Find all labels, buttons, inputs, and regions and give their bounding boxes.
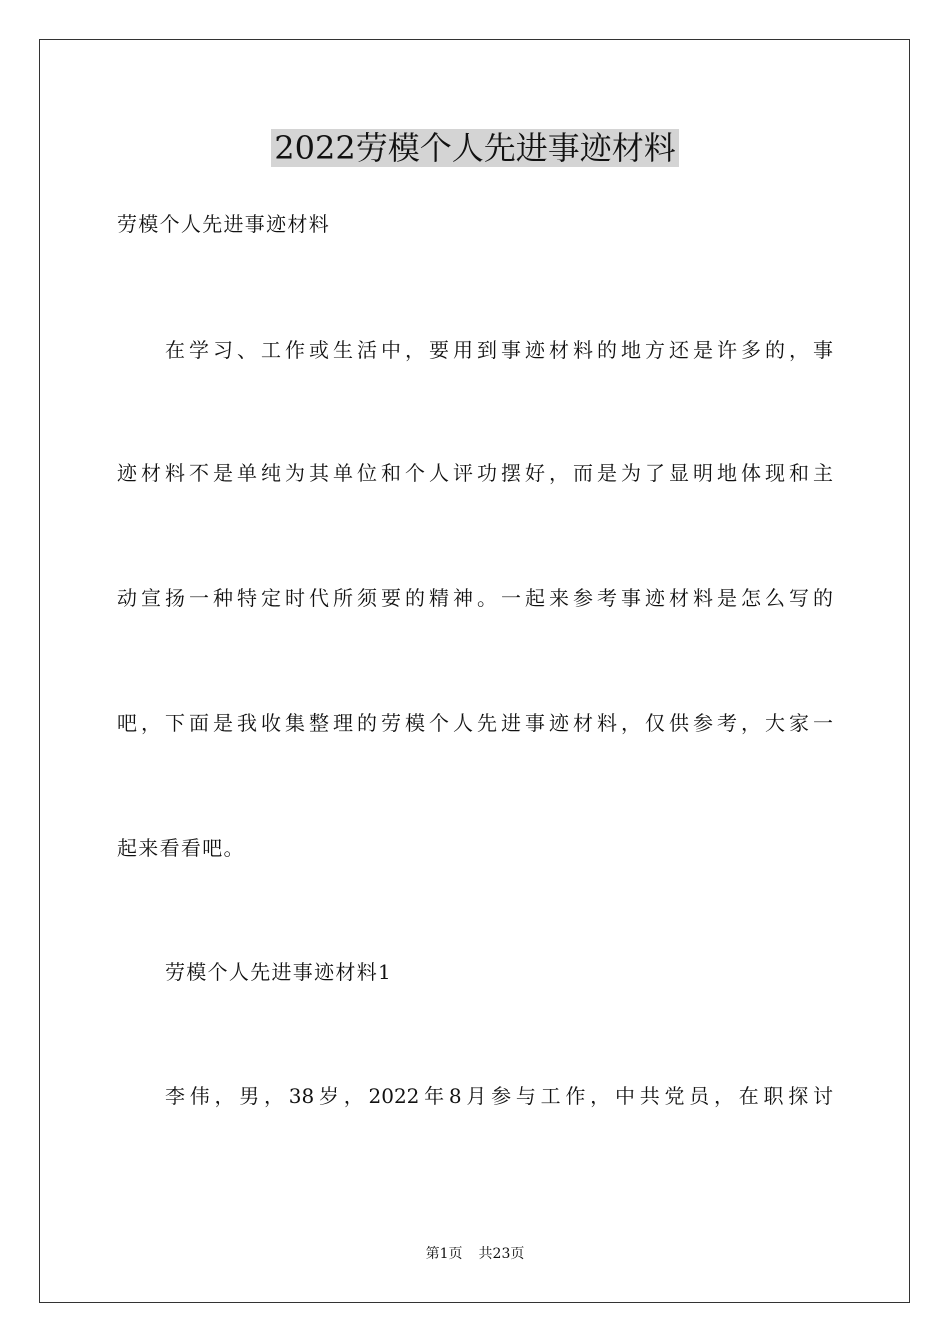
paragraph-line-4: 吧，下面是我收集整理的劳模个人先进事迹材料，仅供参考，大家一 bbox=[117, 711, 833, 735]
section-heading: 劳模个人先进事迹材料1 bbox=[165, 960, 393, 984]
document-subtitle: 劳模个人先进事迹材料 bbox=[117, 212, 330, 236]
paragraph-line-3: 动宣扬一种特定时代所须要的精神。一起来参考事迹材料是怎么写的 bbox=[117, 586, 833, 610]
page-number-total: 共23页 bbox=[478, 1246, 525, 1262]
document-title-text: 2022劳模个人先进事迹材料 bbox=[271, 129, 678, 167]
paragraph-line-5: 起来看看吧。 bbox=[117, 836, 245, 860]
page-number-current: 第1页 bbox=[425, 1246, 463, 1262]
document-title bbox=[0, 126, 950, 170]
page-footer bbox=[0, 1244, 950, 1264]
section-first-line: 李伟，男，38岁，2022年8月参与工作，中共党员，在职探讨 bbox=[165, 1084, 833, 1108]
paragraph-line-2: 迹材料不是单纯为其单位和个人评功摆好，而是为了显明地体现和主 bbox=[117, 461, 833, 485]
paragraph-line-1: 在学习、工作或生活中，要用到事迹材料的地方还是许多的，事 bbox=[165, 338, 833, 362]
